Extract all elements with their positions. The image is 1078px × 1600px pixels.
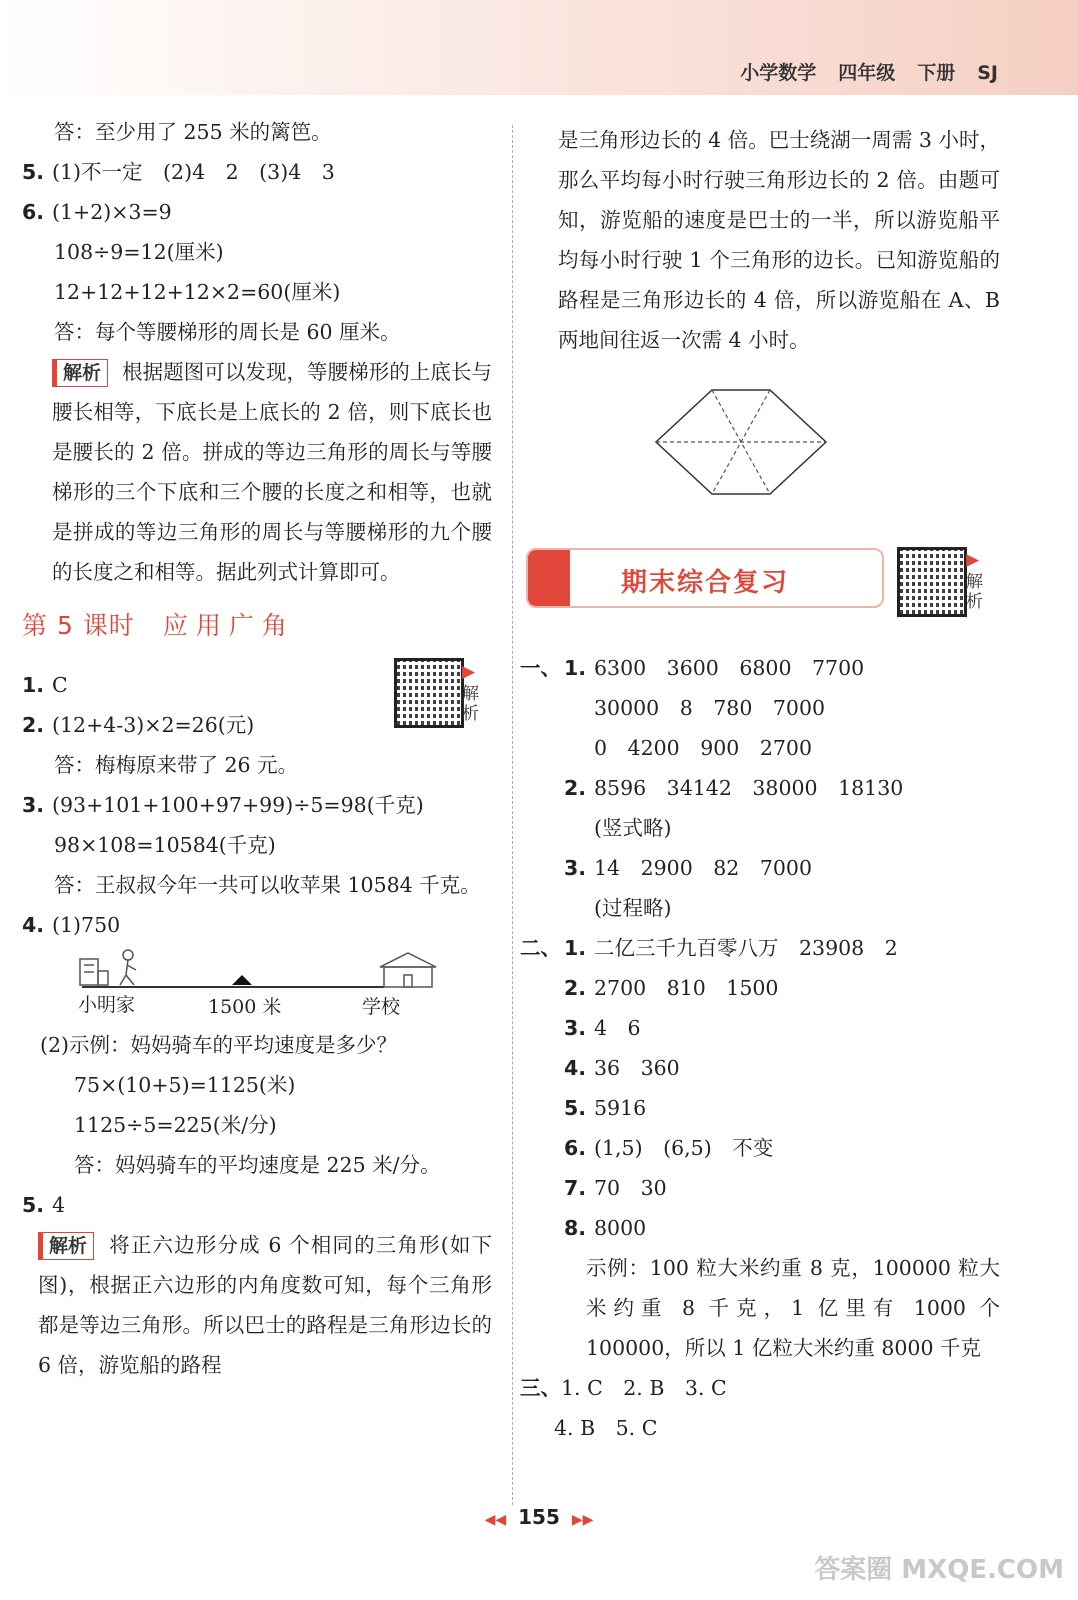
- s2-q5: [520, 1088, 1000, 1128]
- q-number: 3.: [564, 1016, 587, 1040]
- q-text: (93+101+100+97+99)÷5=98(千克): [52, 793, 424, 817]
- prev-arrows-icon: ◀◀: [484, 1512, 507, 1528]
- answer-line: 答：每个等腰梯形的周长是 60 厘米。: [54, 320, 401, 344]
- a5: [22, 1185, 492, 1225]
- q-number: 1.: [564, 656, 587, 680]
- s2-q6: [520, 1128, 1000, 1168]
- q-text: (1)750: [52, 913, 121, 937]
- play-icon: ▶: [966, 550, 980, 570]
- answer-line: 答：王叔叔今年一共可以收苹果 10584 千克。: [54, 873, 481, 897]
- section-number: 二、: [520, 936, 561, 960]
- q-number: 5.: [564, 1096, 587, 1120]
- q-text: 14 2900 82 7000: [594, 856, 813, 880]
- qr-code[interactable]: [394, 658, 464, 728]
- review-banner: [526, 548, 884, 608]
- analysis-text: 将正六边形分成 6 个相同的三角形(如下图)，根据正六边形的内角度数可知，每个三角形都是等边三角形。所以巴士的路程是三角形边长的 6 倍，游览船的路程: [38, 1233, 492, 1377]
- q-text: 8000: [594, 1216, 647, 1240]
- q-number: 3.: [22, 793, 45, 817]
- q-number: 6.: [22, 200, 45, 224]
- play-icon: ▶: [462, 662, 476, 682]
- qr-code[interactable]: [897, 547, 967, 617]
- s1-q3: [520, 848, 1000, 888]
- s3-line1: [520, 1368, 1000, 1408]
- q-text: 1. C 2. B 3. C: [561, 1376, 727, 1400]
- q-text: 二亿三千九百零八万 23908 2: [594, 936, 898, 960]
- q-text: (12+4-3)×2=26(元): [52, 713, 255, 737]
- q-text: 2700 810 1500: [594, 976, 779, 1000]
- q-number: 4.: [22, 913, 45, 937]
- column-divider: [512, 125, 513, 1505]
- page-number: 155: [518, 1505, 560, 1529]
- q-text: 70 30: [594, 1176, 667, 1200]
- answer-line: 答：至少用了 255 米的篱笆。: [54, 120, 332, 144]
- section-number: 三、: [520, 1376, 561, 1400]
- q-number: 5.: [22, 160, 45, 184]
- q-number: 5.: [22, 1193, 45, 1217]
- s2-q7: [520, 1168, 1000, 1208]
- a3: [22, 785, 492, 825]
- subject: 小学数学: [740, 62, 817, 84]
- house-icon: [80, 959, 108, 985]
- qr-label: 解析: [462, 684, 479, 724]
- example-text: 示例：100 粒大米约重 8 克，100000 粒大米约重 8 千克，1 亿里有 1000 个 100000，所以 1 亿粒大米约重 8000 千克: [586, 1256, 1000, 1360]
- calc-line: 108÷9=12(厘米): [54, 240, 224, 264]
- s2-q4: [520, 1048, 1000, 1088]
- lesson-title: 应用广角: [162, 611, 295, 640]
- q-number: 1.: [564, 936, 587, 960]
- lesson-heading: [22, 606, 492, 647]
- page-header: [718, 58, 998, 85]
- grade: 四年级: [838, 62, 896, 84]
- answer-line: 30000 8 780 7000: [594, 696, 826, 720]
- q-number: 2.: [564, 976, 587, 1000]
- calc-line: 75×(10+5)=1125(米): [74, 1073, 296, 1097]
- sub-question: (2)示例：妈妈骑车的平均速度是多少？: [40, 1033, 398, 1057]
- q-number: 1.: [22, 673, 45, 697]
- q-text: 6300 3600 6800 7700: [594, 656, 865, 680]
- q-number: 2.: [564, 776, 587, 800]
- analysis-2: [22, 1225, 492, 1385]
- q-text: 8596 34142 38000 18130: [594, 776, 904, 800]
- lesson-number: 第 5 课时: [22, 611, 135, 640]
- q5: [22, 152, 492, 192]
- home-label: 小明家: [78, 994, 136, 1016]
- review-title: 期末综合复习: [620, 568, 789, 598]
- q-text: (1,5) (6,5) 不变: [594, 1136, 774, 1160]
- q-text: 5916: [594, 1096, 647, 1120]
- q-number: 6.: [564, 1136, 587, 1160]
- q6: [22, 192, 492, 232]
- route-diagram: [22, 945, 492, 1025]
- section-number: 一、: [520, 656, 561, 680]
- q-text: 4 6: [594, 1016, 641, 1040]
- right-column: [520, 120, 1000, 1448]
- s1-q2: [520, 768, 1000, 808]
- s2-q8: [520, 1208, 1000, 1248]
- q-text: (1)不一定 (2)4 2 (3)4 3: [52, 160, 335, 184]
- s1-q1: [520, 648, 1000, 688]
- left-column: [22, 112, 492, 1385]
- analysis-tag: 解析: [38, 1232, 94, 1260]
- hexagon-svg: [520, 360, 1000, 530]
- analysis-text: 根据题图可以发现，等腰梯形的上底长与腰长相等，下底长是上底长的 2 倍，则下底长也是腰长的 2 倍。拼成的等边三角形的周长与等腰梯形的三个下底和三个腰的长度之和相等，也就是拼成的等边三角形的周长与等腰梯形的九个腰的长度之和相等。据此列式计算即可。: [52, 360, 492, 584]
- answer-line: 0 4200 900 2700: [594, 736, 813, 760]
- q-number: 3.: [564, 856, 587, 880]
- analysis-tag: 解析: [52, 359, 108, 387]
- s2-q2: [520, 968, 1000, 1008]
- q-number: 4.: [564, 1056, 587, 1080]
- watermark: 答案圈 MXQE.COM: [814, 1555, 1064, 1585]
- distance-label: 1500 米: [208, 996, 282, 1018]
- walker-icon: [120, 950, 136, 985]
- a4: [22, 905, 492, 945]
- answer-line: (竖式略): [594, 816, 672, 840]
- q-number: 8.: [564, 1216, 587, 1240]
- qr-label: 解析: [966, 572, 983, 612]
- next-arrows-icon: ▶▶: [571, 1512, 594, 1528]
- answer-line: 答：梅梅原来带了 26 元。: [54, 753, 299, 777]
- calc-line: 1125÷5=225(米/分): [74, 1113, 277, 1137]
- answer-line: (过程略): [594, 896, 672, 920]
- q-text: (1+2)×3=9: [52, 200, 172, 224]
- s2-q3: [520, 1008, 1000, 1048]
- hexagon-diagonals: [656, 390, 826, 494]
- school-label: 学校: [362, 996, 401, 1018]
- calc-line: 12+12+12+12×2=60(厘米): [54, 280, 341, 304]
- q-text: 4: [52, 1193, 66, 1217]
- answer-line: 答：妈妈骑车的平均速度是 225 米/分。: [74, 1153, 441, 1177]
- volume: 下册: [917, 62, 956, 84]
- q-number: 7.: [564, 1176, 587, 1200]
- calc-line: 98×108=10584(千克): [54, 833, 276, 857]
- s2-q1: [520, 928, 1000, 968]
- q-text: 36 360: [594, 1056, 680, 1080]
- analysis-1: [22, 352, 492, 592]
- page-footer: [0, 1505, 1078, 1529]
- s3-line2: 4. B 5. C: [554, 1416, 658, 1440]
- q-number: 2.: [22, 713, 45, 737]
- q-text: C: [52, 673, 68, 697]
- hexagon-figure: [520, 360, 1000, 530]
- school-icon: [380, 953, 436, 987]
- edition: SJ: [977, 62, 998, 84]
- analysis-continued: 是三角形边长的 4 倍。巴士绕湖一周需 3 小时，那么平均每小时行驶三角形边长的 2 倍。由题可知，游览船的速度是巴士的一半，所以游览船平均每小时行驶 1 个三角形的边长。已知游览船的路程是三角形边长的 4 倍，所以游览船在 A、B 两地间往返一次需 4 小时。: [558, 128, 1000, 352]
- midpoint-marker: [232, 975, 252, 985]
